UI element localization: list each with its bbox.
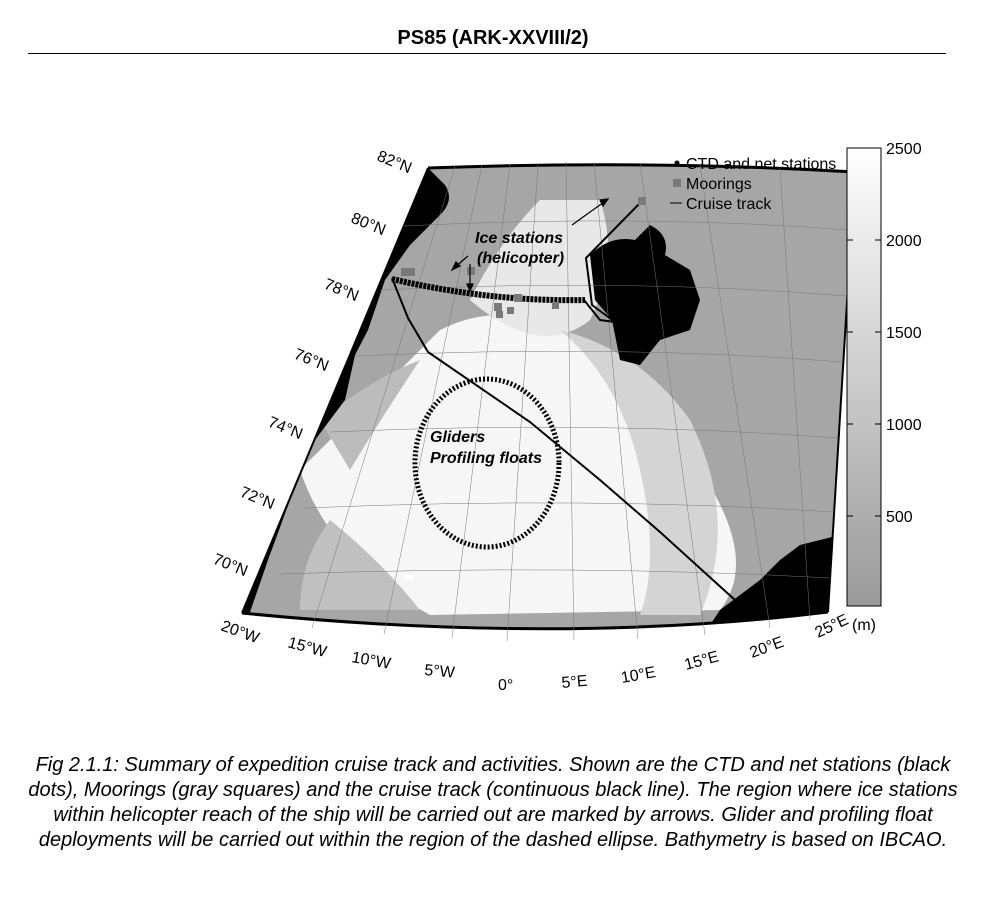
- lat-label-76: 76°N: [291, 345, 332, 376]
- mooring-legend-marker: [673, 179, 681, 187]
- helicopter-label: (helicopter): [477, 250, 565, 267]
- legend-moorings: Moorings: [686, 176, 752, 193]
- lat-label-82: 82°N: [374, 147, 415, 178]
- lon-label-20w: 20°W: [218, 617, 262, 648]
- lon-label-15e: 15°E: [682, 648, 721, 674]
- colorbar-tick-label: 2500: [886, 141, 922, 158]
- mooring: [407, 268, 415, 276]
- lon-label-10w: 10°W: [350, 649, 392, 673]
- lon-label-0: 0°: [498, 677, 514, 694]
- lat-label-72: 72°N: [237, 483, 278, 514]
- ice-stations-label: Ice stations: [475, 230, 564, 247]
- colorbar-tick-label: 2000: [886, 233, 922, 250]
- mooring: [496, 311, 503, 318]
- legend-track: Cruise track: [686, 196, 772, 213]
- colorbar-tick-label: 1500: [886, 325, 922, 342]
- lon-label-5e: 5°E: [560, 672, 589, 692]
- ctd-legend-marker: [675, 161, 680, 166]
- lon-label-25e: 25°E: [812, 611, 852, 642]
- profiling-floats-label: Profiling floats: [430, 450, 542, 467]
- mooring: [494, 303, 502, 311]
- lat-label-70: 70°N: [210, 550, 251, 581]
- figure-caption: Fig 2.1.1: Summary of expedition cruise track and activities. Shown are the CTD and net stations (black dots), Moorings (gray squares) and the cruise track (continuous black line). The region where ice stations within helicopter reach of the ship will be carried out are marked by arrows. Glider and profiling float deployments will be carried out within the region of the dashed ellipse. Bathymetry is based on IBCAO.: [28, 754, 958, 851]
- colorbar-tick-label: 1000: [886, 417, 922, 434]
- lon-label-10e: 10°E: [619, 664, 658, 687]
- mooring: [467, 267, 475, 275]
- lat-label-78: 78°N: [321, 275, 362, 306]
- colorbar-tick-label: 500: [886, 509, 913, 526]
- gliders-label: Gliders: [430, 429, 486, 446]
- lat-label-80: 80°N: [348, 209, 389, 240]
- colorbar-unit: (m): [852, 617, 876, 634]
- mooring: [514, 294, 522, 302]
- lon-label-15w: 15°W: [285, 634, 329, 662]
- depth-colorbar: [847, 148, 881, 606]
- lat-label-74: 74°N: [265, 413, 306, 444]
- lon-label-20e: 20°E: [747, 633, 787, 662]
- lon-label-5w: 5°W: [423, 662, 456, 682]
- page-title: PS85 (ARK-XXVIII/2): [397, 27, 589, 49]
- legend-ctd: CTD and net stations: [686, 156, 837, 173]
- mooring: [552, 302, 559, 309]
- mooring: [638, 197, 646, 205]
- jan-mayen: [404, 575, 414, 579]
- mooring: [507, 307, 514, 314]
